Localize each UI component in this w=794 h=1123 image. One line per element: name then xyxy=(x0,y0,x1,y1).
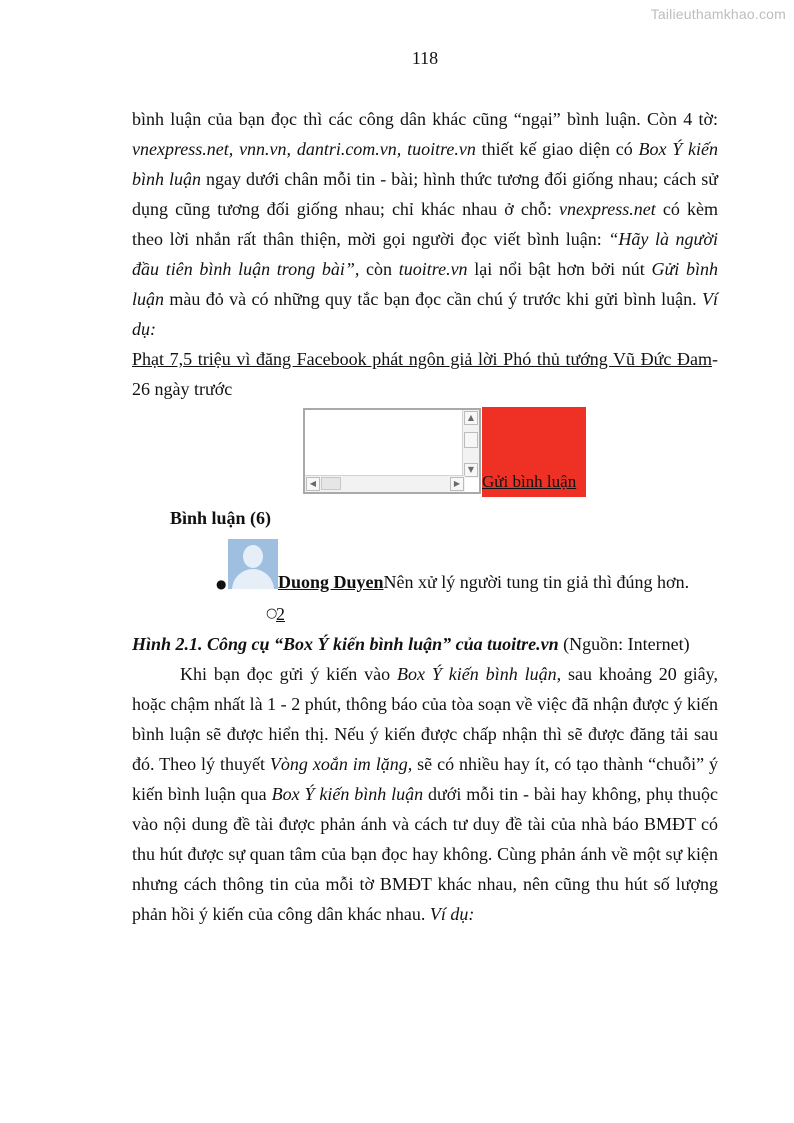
italic-run: Box Ý kiến bình luận xyxy=(397,664,557,684)
text-run: còn xyxy=(359,259,399,279)
comment-form xyxy=(132,406,718,501)
scroll-left-icon[interactable]: ◀ xyxy=(306,477,320,491)
avatar xyxy=(228,539,278,589)
text-run: sẽ có nhiều hay ít, có tạo thành “chuỗi” ý kiến bình luận qua xyxy=(132,754,718,804)
text-run: bình luận của bạn đọc thì các công dân khác cũng “ngại” bình luận. Còn 4 tờ: xyxy=(132,109,718,129)
comment-author-link[interactable]: Duong Duyen xyxy=(278,572,384,592)
comment-body: Nên xử lý người tung tin giả thì đúng hơn. xyxy=(383,572,690,592)
vertical-scrollbar[interactable] xyxy=(462,410,479,478)
submit-comment-button[interactable] xyxy=(482,407,586,497)
text-run: thiết kế giao diện có xyxy=(475,139,639,159)
avatar-head xyxy=(243,545,263,568)
article-link[interactable]: Phạt 7,5 triệu vì đăng Facebook phát ngôn giả lời Phó thủ tướng Vũ Đức Đam xyxy=(132,349,712,369)
comment-text xyxy=(278,567,689,597)
text-run: dưới mỗi tin - bài hay không, phụ thuộc vào nội dung đề tài được phản ánh và cách tư duy đề tài của nhà báo BMĐT có thu hút được sự quan tâm của bạn đọc hay không. Cùng phản ánh về một sự kiện nhưng cách thông tin của mỗi tờ BMĐT khác nhau, nên cũng thu hút số lượng phản hồi ý kiến của công dân khác nhau. xyxy=(132,784,718,924)
watermark: Tailieuthamkhao.com xyxy=(650,6,786,22)
example-article xyxy=(132,344,718,404)
text-run: có kèm theo lời nhắn rất thân thiện, mời gọi người đọc viết bình luận: xyxy=(132,199,718,249)
scroll-thumb[interactable] xyxy=(464,432,478,448)
comments-heading: Bình luận (6) xyxy=(170,508,272,528)
scroll-down-icon[interactable]: ▼ xyxy=(464,463,478,477)
italic-run: Vòng xoắn im lặng, xyxy=(269,754,413,774)
circle-bullet-icon: ○ xyxy=(266,606,278,621)
scroll-right-icon[interactable]: ▶ xyxy=(450,477,464,491)
scroll-thumb-horizontal[interactable] xyxy=(321,477,341,490)
comment-textarea[interactable] xyxy=(303,408,481,494)
caption-title: Hình 2.1. Công cụ “Box Ý kiến bình luận” của tuoitre.vn xyxy=(132,634,559,654)
italic-run: vnexpress.net xyxy=(558,199,656,219)
bullet-icon: ● xyxy=(216,577,227,591)
text-run: màu đỏ và có những quy tắc bạn đọc cần chú ý trước khi gửi bình luận. xyxy=(164,289,702,309)
paragraph-body xyxy=(132,659,718,929)
text-run: ngay dưới chân mỗi tin - bài; hình thức tương đối giống nhau; cách sử dụng cũng tương đối giống nhau; chỉ khác nhau ở chỗ: xyxy=(132,169,718,219)
submit-comment-label: Gửi bình luận xyxy=(482,472,577,491)
figure-caption xyxy=(132,629,718,659)
comment-item xyxy=(132,539,718,599)
article-time: -26 ngày trước xyxy=(132,349,718,399)
avatar-body xyxy=(232,569,274,589)
horizontal-scrollbar[interactable] xyxy=(305,475,465,492)
text-run: Khi bạn đọc gửi ý kiến vào xyxy=(180,664,398,684)
italic-run: Ví dụ: xyxy=(429,904,475,924)
italic-run: Gửi bình luận xyxy=(132,259,719,309)
italic-run: “Hãy là người đầu tiên bình luận trong bài”, xyxy=(132,229,718,279)
italic-run: Box Ý kiến bình luận xyxy=(271,784,424,804)
reply-item xyxy=(132,599,718,629)
page-number: 118 xyxy=(411,48,439,68)
italic-run: Ví dụ: xyxy=(132,289,718,339)
paragraph-intro xyxy=(132,104,718,344)
scroll-up-icon[interactable]: ▲ xyxy=(464,411,478,425)
italic-run: Box Ý kiến bình luận xyxy=(132,139,719,189)
page-content xyxy=(132,104,718,929)
text-run: lại nổi bật hơn bởi nút xyxy=(467,259,652,279)
italic-run: tuoitre.vn xyxy=(398,259,468,279)
reply-count-link[interactable]: 2 xyxy=(276,604,285,624)
caption-source: (Nguồn: Internet) xyxy=(558,634,690,654)
text-run: , sau khoảng 20 giây, hoặc chậm nhất là 1 - 2 phút, thông báo của tòa soạn về việc đã nhận được ý kiến bình luận sẽ được hiển thị. Nếu ý kiến được chấp nhận thì sẽ được đăng tải sau đó. Theo lý thuyết xyxy=(132,664,718,774)
italic-run: vnexpress.net, vnn.vn, dantri.com.vn, tuoitre.vn xyxy=(132,139,476,159)
